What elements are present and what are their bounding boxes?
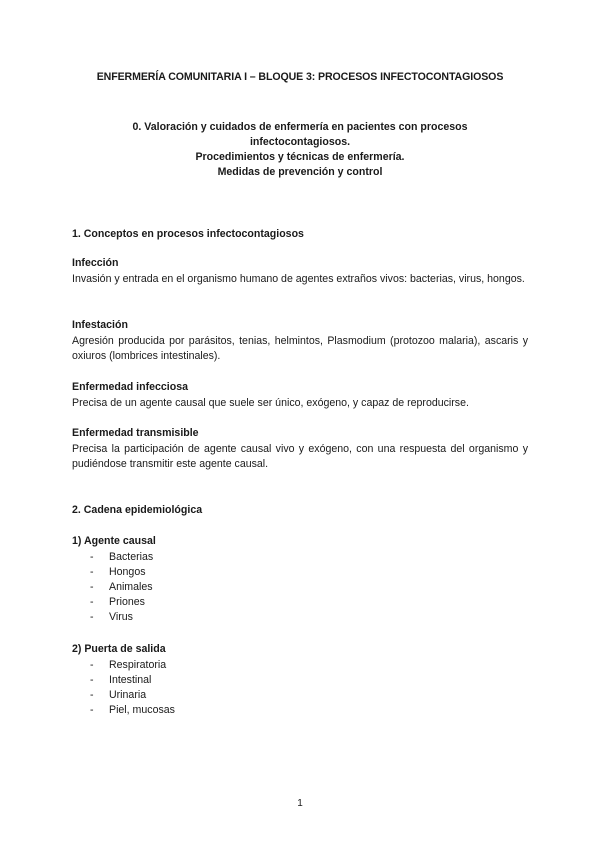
list-item	[72, 580, 528, 595]
term-heading: Infestación	[72, 319, 128, 331]
list-item-text: Bacterias	[109, 550, 154, 563]
subtitle-line: Procedimientos y técnicas de enfermería.	[195, 151, 405, 163]
term-block-enfermedad-infecciosa	[72, 380, 528, 411]
list-item	[72, 658, 528, 673]
subsection-puerta-de-salida	[72, 642, 528, 718]
dash-marker: -	[90, 658, 94, 671]
term-block-infestacion	[72, 318, 528, 365]
list-item	[72, 703, 528, 718]
list-item	[72, 550, 528, 565]
dash-marker: -	[90, 673, 94, 686]
term-definition: Invasión y entrada en el organismo humano de agentes extraños vivos: bacterias, virus, hongos.	[72, 272, 525, 285]
term-definition: Precisa de un agente causal que suele ser único, exógeno, y capaz de reproducirse.	[72, 396, 469, 409]
term-definition: Agresión producida por parásitos, tenias, helmintos, Plasmodium (protozoo malaria), ascaris y oxiuros (lombrices intestinales).	[72, 334, 528, 362]
dash-marker: -	[90, 611, 94, 624]
section-1	[72, 227, 528, 243]
list-item	[72, 610, 528, 625]
term-block-enfermedad-transmisible	[72, 426, 528, 473]
list-item-text: Animales	[109, 580, 153, 593]
section-1-heading: 1. Conceptos en procesos infectocontagiosos	[72, 228, 304, 240]
agente-causal-list	[72, 550, 528, 626]
dash-marker: -	[90, 580, 94, 593]
dash-marker: -	[90, 704, 94, 717]
list-item-text: Urinaria	[109, 688, 147, 701]
subsection-heading: 2) Puerta de salida	[72, 643, 166, 655]
subtitle-line: infectocontagiosos.	[249, 136, 351, 148]
list-item-text: Intestinal	[109, 673, 152, 686]
subsection-heading: 1) Agente causal	[72, 535, 156, 547]
term-block-infeccion	[72, 256, 528, 287]
term-definition: Precisa la participación de agente causal vivo y exógeno, con una respuesta del organismo y pudiéndose transmitir este agente causal.	[72, 442, 528, 470]
section-2	[72, 503, 528, 519]
page-number: 1	[297, 798, 303, 809]
list-item	[72, 673, 528, 688]
list-item-text: Priones	[109, 596, 145, 609]
subsection-agente-causal	[72, 534, 528, 625]
list-item-text: Hongos	[109, 565, 146, 578]
document-title: ENFERMERÍA COMUNITARIA I – BLOQUE 3: PROCESOS INFECTOCONTAGIOSOS	[96, 71, 504, 83]
term-heading: Infección	[72, 257, 119, 269]
list-item	[72, 688, 528, 703]
list-item	[72, 565, 528, 580]
subtitle-line: Medidas de prevención y control	[217, 166, 383, 178]
list-item-text: Virus	[109, 611, 133, 624]
list-item-text: Respiratoria	[109, 658, 167, 671]
dash-marker: -	[90, 688, 94, 701]
term-heading: Enfermedad infecciosa	[72, 381, 188, 393]
subtitle-line: 0. Valoración y cuidados de enfermería en pacientes con procesos	[132, 121, 468, 133]
puerta-de-salida-list	[72, 658, 528, 719]
list-item-text: Piel, mucosas	[109, 704, 175, 717]
section-2-heading: 2. Cadena epidemiológica	[72, 504, 203, 516]
document-subtitle	[100, 120, 500, 180]
dash-marker: -	[90, 596, 94, 609]
list-item	[72, 595, 528, 610]
dash-marker: -	[90, 550, 94, 563]
term-heading: Enfermedad transmisible	[72, 427, 199, 439]
dash-marker: -	[90, 565, 94, 578]
